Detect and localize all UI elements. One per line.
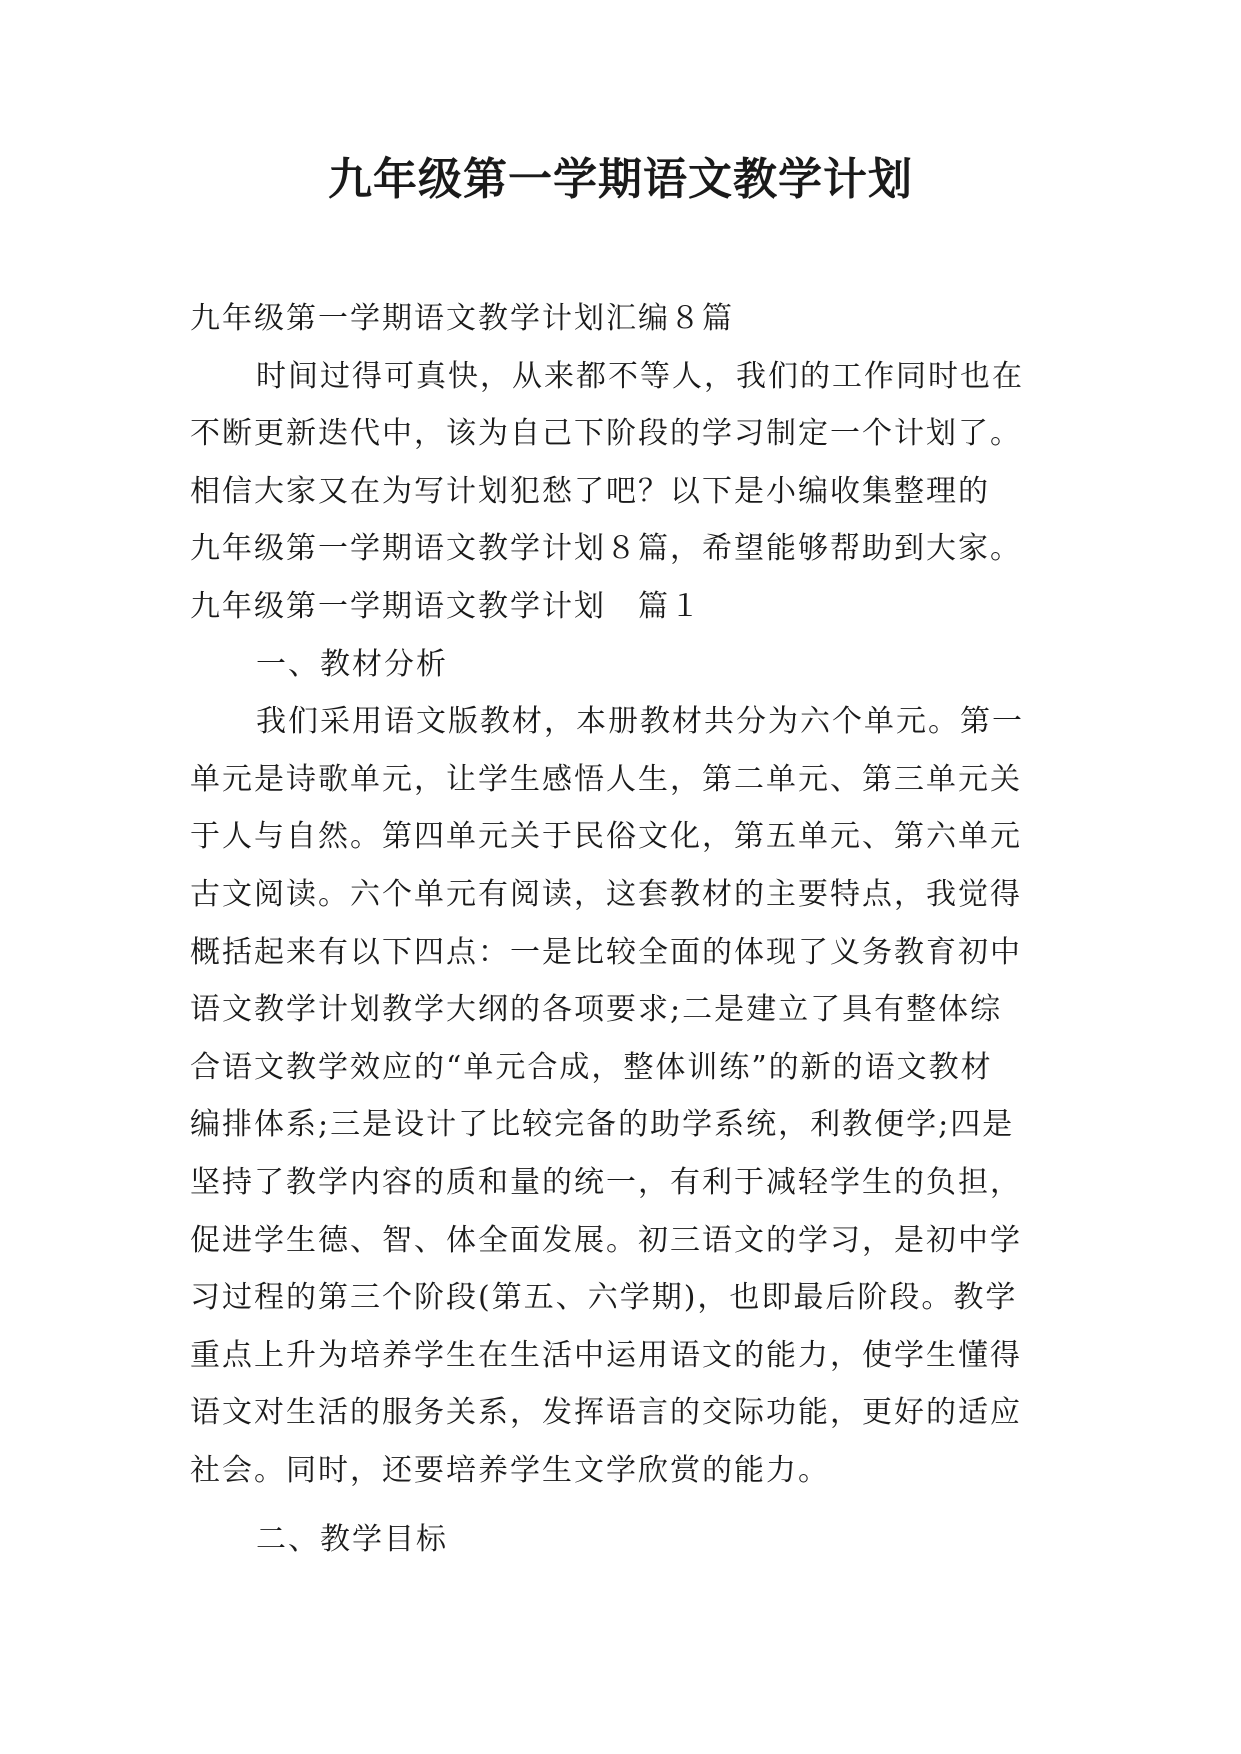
heading-textbook-analysis: 一、教材分析 bbox=[256, 646, 448, 682]
document-title: 九年级第一学期语文教学计划 bbox=[328, 154, 913, 205]
intro-paragraph-line: 不断更新迭代中，该为自己下阶段的学习制定一个计划了。 bbox=[190, 416, 1022, 452]
intro-paragraph-line: 相信大家又在为写计划犯愁了吧？以下是小编收集整理的 bbox=[190, 473, 990, 509]
analysis-paragraph-line: 坚持了教学内容的质和量的统一，有利于减轻学生的负担， bbox=[190, 1164, 1022, 1200]
document-body bbox=[190, 290, 1070, 1569]
intro-paragraph-line: 九年级第一学期语文教学计划８篇，希望能够帮助到大家。 bbox=[190, 531, 1022, 567]
analysis-paragraph-line: 语文对生活的服务关系，发挥语言的交际功能，更好的适应 bbox=[190, 1395, 1022, 1431]
heading-teaching-goals: 二、教学目标 bbox=[256, 1522, 448, 1558]
analysis-paragraph-line: 古文阅读。六个单元有阅读，这套教材的主要特点，我觉得 bbox=[190, 876, 1022, 912]
section-heading-part-1: 九年级第一学期语文教学计划 篇１ bbox=[190, 588, 702, 624]
analysis-paragraph-line: 概括起来有以下四点：一是比较全面的体现了义务教育初中 bbox=[190, 934, 1022, 970]
subtitle-line: 九年级第一学期语文教学计划汇编８篇 bbox=[190, 301, 734, 336]
intro-paragraph-line: 时间过得可真快，从来都不等人，我们的工作同时也在 bbox=[256, 358, 1024, 394]
analysis-paragraph-line: 重点上升为培养学生在生活中运用语文的能力，使学生懂得 bbox=[190, 1337, 1022, 1373]
analysis-paragraph-line: 编排体系;三是设计了比较完备的助学系统，利教便学;四是 bbox=[190, 1107, 1015, 1143]
analysis-paragraph-line: 合语文教学效应的“单元合成，整体训练”的新的语文教材 bbox=[190, 1049, 993, 1085]
analysis-paragraph-line: 促进学生德、智、体全面发展。初三语文的学习，是初中学 bbox=[190, 1222, 1022, 1258]
analysis-paragraph-line: 于人与自然。第四单元关于民俗文化，第五单元、第六单元 bbox=[190, 819, 1022, 855]
analysis-paragraph-line: 习过程的第三个阶段(第五、六学期)，也即最后阶段。教学 bbox=[190, 1280, 1018, 1316]
analysis-paragraph-line: 语文教学计划教学大纲的各项要求;二是建立了具有整体综 bbox=[190, 992, 1003, 1028]
analysis-paragraph-line: 社会。同时，还要培养学生文学欣赏的能力。 bbox=[190, 1452, 830, 1488]
analysis-paragraph-line: 我们采用语文版教材，本册教材共分为六个单元。第一 bbox=[256, 704, 1024, 740]
analysis-paragraph-line: 单元是诗歌单元，让学生感悟人生，第二单元、第三单元关 bbox=[190, 761, 1022, 797]
